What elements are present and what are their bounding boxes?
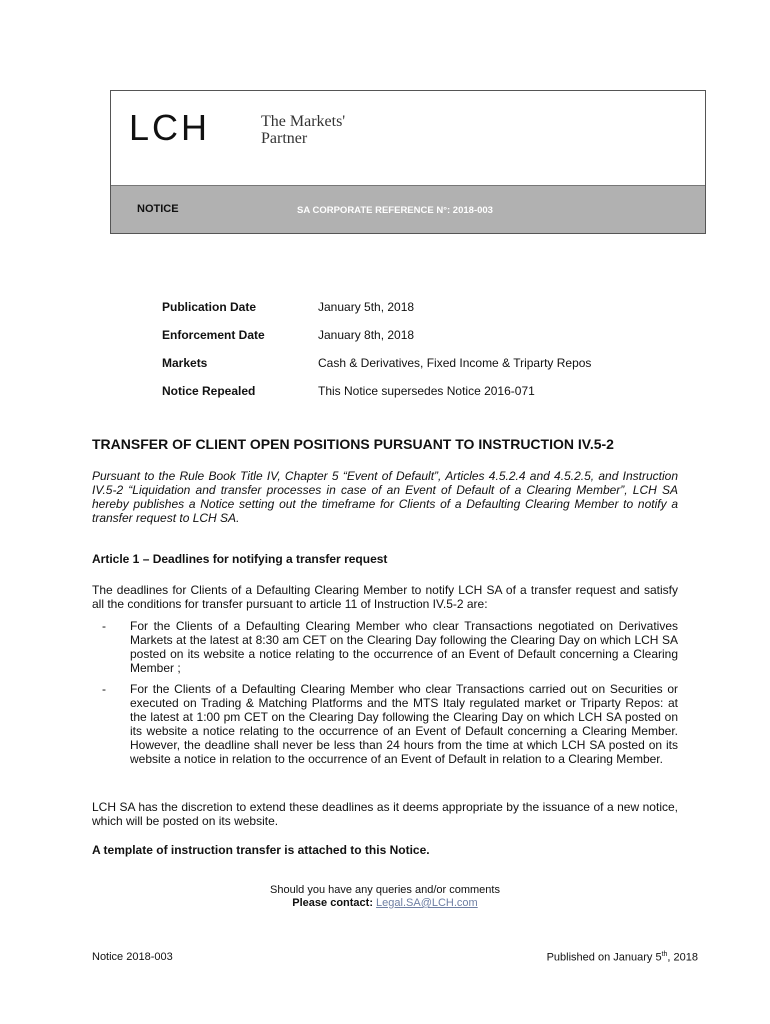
- footer-notice-number: Notice 2018-003: [92, 951, 173, 963]
- footer-published-prefix: Published on January 5: [546, 951, 662, 964]
- meta-value: January 5th, 2018: [318, 300, 415, 314]
- meta-table: [162, 300, 591, 412]
- meta-value: This Notice supersedes Notice 2016-071: [318, 384, 535, 398]
- meta-value: Cash & Derivatives, Fixed Income & Triparty Repos: [318, 356, 592, 370]
- contact-block: [0, 884, 770, 910]
- meta-key: Notice Repealed: [162, 384, 256, 398]
- meta-row: [162, 384, 591, 412]
- meta-row: [162, 300, 591, 328]
- article-lead: The deadlines for Clients of a Defaulting Clearing Member to notify LCH SA of a transfer request and satisfy all the conditions for transfer pursuant to article 11 of Instruction IV.5-2 are:: [92, 583, 678, 611]
- intro-paragraph: Pursuant to the Rule Book Title IV, Chapter 5 “Event of Default”, Articles 4.5.2.4 and 4.5.2.5, and Instruction IV.5-2 “Liquidation and transfer processes in case of an Event of Default of a Clearing Member”, LCH SA hereby publishes a Notice setting out the timeframe for Clients of a Defaulting Clearing Member to notify a transfer request to LCH SA.: [92, 469, 678, 525]
- tagline-line1: The Markets': [261, 113, 346, 130]
- logo-wordmark: LCH: [129, 107, 211, 148]
- meta-row: [162, 328, 591, 356]
- bullet-text: For the Clients of a Defaulting Clearing Member who clear Transactions carried out on Securities or executed on Trading & Matching Platforms and the MTS Italy regulated market or Triparty Repos: at the latest at 1:00 pm CET on the Clearing Day following the Clearing Day on which LCH SA posted on its website a notice relating to the occurrence of an Event of Default concerning a Clearing Member. However, the deadline shall never be less than 24 hours from the time at which LCH SA posted on its website a notice in relation to the occurrence of an Event of Default in relation to a Clearing Member.: [130, 682, 678, 766]
- logo: [111, 91, 705, 187]
- discretion-paragraph: LCH SA has the discretion to extend these deadlines as it deems appropriate by the issuance of a new notice, which will be posted on its website.: [92, 800, 678, 828]
- article-heading: Article 1 – Deadlines for notifying a transfer request: [92, 552, 388, 566]
- bullet-marker: -: [102, 682, 106, 696]
- list-item: [92, 682, 678, 766]
- contact-label: Please contact:: [292, 897, 373, 909]
- bullet-text: For the Clients of a Defaulting Clearing Member who clear Transactions negotiated on Derivatives Markets at the latest at 8:30 am CET on the Clearing Day following the Clearing Day on which LCH SA posted on its website a notice relating to the occurrence of an Event of Default concerning a Clearing Member ;: [130, 619, 678, 675]
- meta-key: Enforcement Date: [162, 328, 265, 342]
- meta-value: January 8th, 2018: [318, 328, 415, 342]
- tagline-line2: Partner: [261, 130, 308, 147]
- meta-key: Publication Date: [162, 300, 257, 314]
- meta-row: [162, 356, 591, 384]
- footer-published: [547, 951, 698, 964]
- contact-line: [0, 897, 770, 910]
- document-title: TRANSFER OF CLIENT OPEN POSITIONS PURSUANT TO INSTRUCTION IV.5-2: [92, 436, 614, 452]
- list-item: [92, 619, 678, 675]
- contact-line: Should you have any queries and/or comments: [270, 884, 500, 896]
- header-box: [110, 90, 706, 234]
- notice-label: NOTICE: [137, 203, 179, 215]
- corporate-reference: SA CORPORATE REFERENCE N°: 2018-003: [297, 205, 493, 216]
- bullet-marker: -: [102, 619, 106, 633]
- footer-published-sup: th: [661, 951, 668, 958]
- notice-bar: [111, 185, 705, 233]
- footer-published-suffix: , 2018: [667, 951, 698, 964]
- meta-key: Markets: [162, 356, 208, 370]
- contact-email-link[interactable]: Legal.SA@LCH.com: [376, 897, 478, 909]
- logo-tagline: [261, 113, 345, 147]
- template-note: A template of instruction transfer is attached to this Notice.: [92, 843, 430, 857]
